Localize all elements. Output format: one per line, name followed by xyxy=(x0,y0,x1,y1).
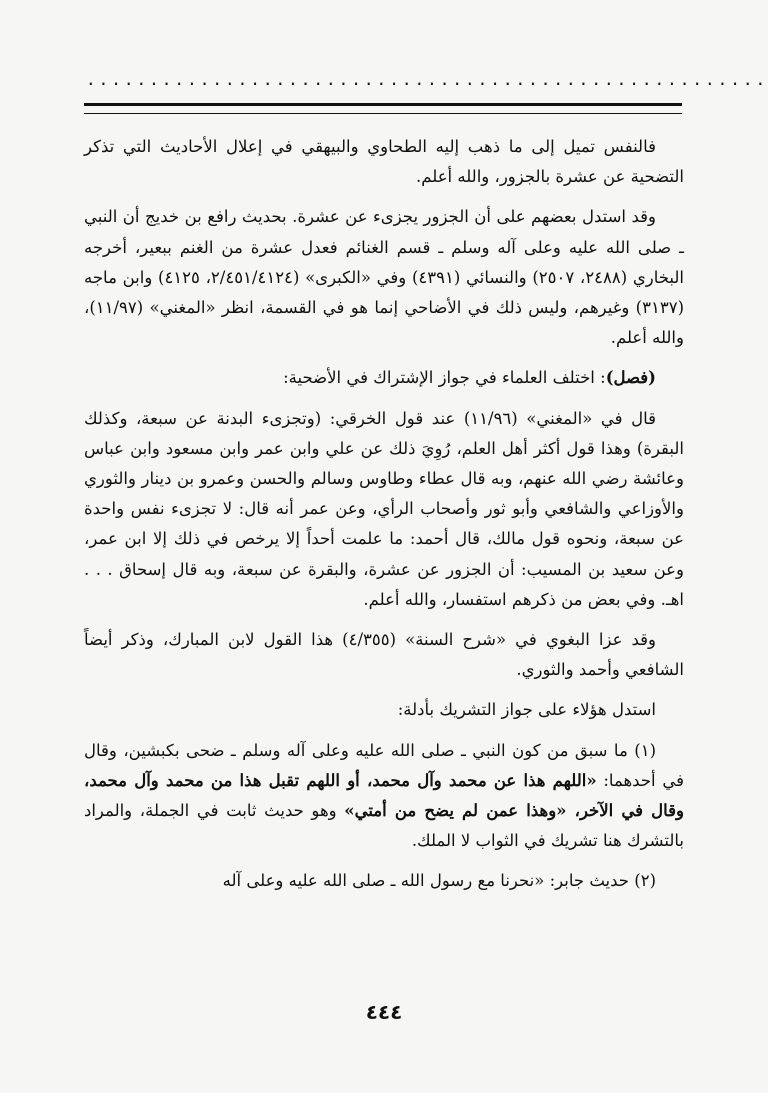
paragraph-6: استدل هؤلاء على جواز التشريك بأدلة: xyxy=(397,700,656,720)
section-label: (فصل) xyxy=(605,368,656,388)
header-rule-thick xyxy=(84,103,682,106)
page-body xyxy=(84,132,684,907)
paragraph-5: وقد عزا البغوي في «شرح السنة» (٤/٣٥٥) هذا القول لابن المبارك، وذكر أيضاً الشافعي وأحمد والثوري. xyxy=(84,630,684,680)
section-heading-text: : اختلف العلماء في جواز الإشتراك في الأضحية: xyxy=(283,368,606,388)
evidence-1-hadith: «اللهم هذا عن محمد وآل محمد، أو اللهم تقبل هذا من محمد وآل محمد، وقال في الآخر، «وهذا عمن لم يضح من أمتي» xyxy=(84,770,685,821)
header-dotted-line: ...................................................... xyxy=(86,70,768,89)
paragraph-1: فالنفس تميل إلى ما ذهب إليه الطحاوي والبيهقي في إعلال الأحاديث التي تذكر التضحية عن عشرة بالجزور، والله أعلم. xyxy=(84,137,684,187)
paragraph-4: قال في «المغني» (١١/٩٦) عند قول الخرقي: (وتجزىء البدنة عن سبعة، وكذلك البقرة) وهذا قول أكثر أهل العلم، رُوِيَ ذلك عن علي وابن عمر وابن مسعود وابن عباس وعائشة رضي الله عنهم، وبه قال عطاء وطاوس وسالم والحسن وعمرو بن دينار والثوري والأوزاعي والشافعي وأبو ثور وأصحاب الرأي، وعن عمر أنه قال: لا تجزىء نفس واحدة عن سبعة، ونحوه قول مالك، قال أحمد: ما علمت أحداً إلا يرخص في ذلك إلا ابن عمر، وعن سعيد بن المسيب: أن الجزور عن عشرة، والبقرة عن سبعة، وبه قال إسحاق . . . اهـ. وفي بعض من ذكرهم استفسار، والله أعلم. xyxy=(84,408,684,609)
paragraph-7 xyxy=(84,736,684,857)
paragraph-3 xyxy=(84,363,684,393)
evidence-1-comment: وهو حديث ثابت في الجملة، والمراد بالتشرك هنا تشريك في الثواب لا الملك. xyxy=(84,801,684,851)
evidence-1-intro: (١) ما سبق من كون النبي ـ صلى الله عليه وعلى آله وسلم ـ ضحى بكبشين، وقال في أحدهما: xyxy=(84,740,684,790)
header-rule-thin xyxy=(84,113,682,114)
paragraph-8: (٢) حديث جابر: «نحرنا مع رسول الله ـ صلى الله عليه وعلى آله xyxy=(222,871,656,891)
paragraph-2: وقد استدل بعضهم على أن الجزور يجزىء عن عشرة. بحديث رافع بن خديج أن النبي ـ صلى الله عليه وعلى آله وسلم ـ قسم الغنائم فعدل عشرة من الغنم ببعير، أخرجه البخاري (٢٤٨٨، ٢٥٠٧) والنسائي (٤٣٩١) وفي «الكبرى» (٢/٤٥١/٤١٢٤، ٤١٢٥) وابن ماجه (٣١٣٧) وغيرهم، وليس ذلك في الأضاحي إنما هو في القسمة، انظر «المغني» (١١/٩٧)، والله أعلم. xyxy=(84,207,684,348)
page-number: ٤٤٤ xyxy=(365,1000,403,1024)
